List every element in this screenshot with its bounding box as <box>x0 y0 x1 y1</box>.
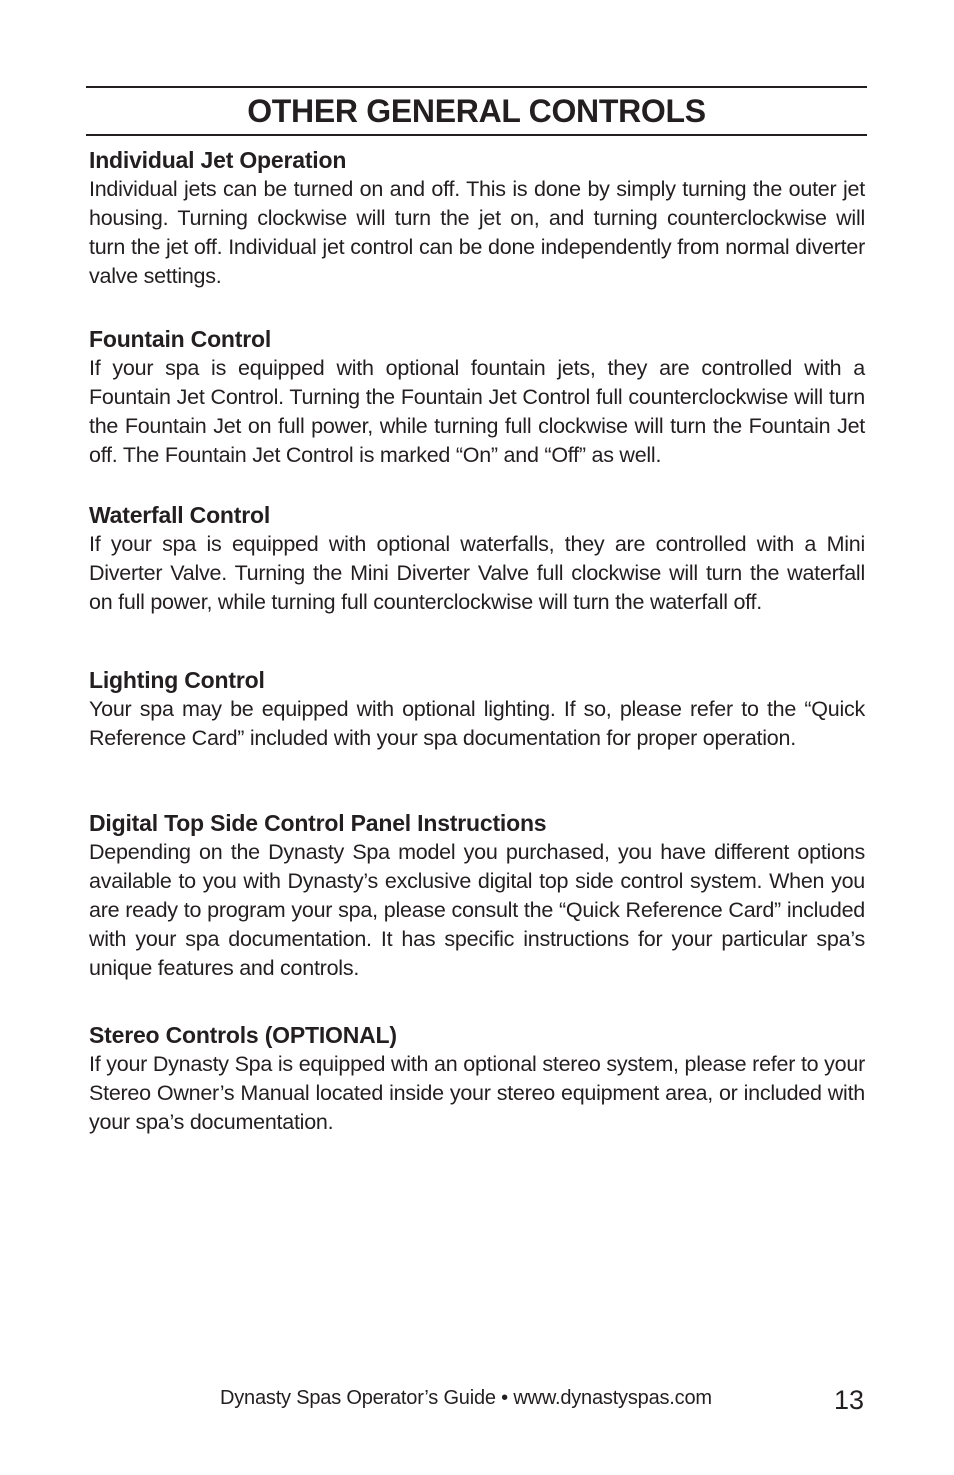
section-body: Depending on the Dynasty Spa model you purchased, you have different options available to you with Dynasty’s exclusive digital top side control system. When you are ready to program your spa, please consult the “Quick Reference Card” included with your spa documentation. It has specific instructions for your particular spa’s unique features and controls. <box>89 840 865 980</box>
section-body: If your Dynasty Spa is equipped with an optional stereo system, please refer to your Stereo Owner’s Manual located inside your stereo equipment area, or included with your spa’s documentation. <box>89 1052 865 1134</box>
section-waterfall-control <box>89 501 865 617</box>
section-body: If your spa is equipped with optional fountain jets, they are controlled with a Fountain Jet Control. Turning the Fountain Jet Control full counterclockwise will turn the Fountain Jet on full power, while turning full clockwise will turn the Fountain Jet off. The Fountain Jet Control is marked “On” and “Off” as well. <box>89 356 865 467</box>
section-heading: Stereo Controls (OPTIONAL) <box>89 1022 397 1048</box>
section-body: Individual jets can be turned on and off. This is done by simply turning the outer jet housing. Turning clockwise will turn the jet on, and turning counterclockwise will turn the jet off. Individual jet control can be done independently from normal diverter valve settings. <box>89 177 865 288</box>
section-heading: Fountain Control <box>89 326 272 352</box>
section-stereo-controls <box>89 1021 865 1137</box>
section-heading: Lighting Control <box>89 667 265 693</box>
page-header <box>86 86 867 136</box>
section-heading: Digital Top Side Control Panel Instructions <box>89 810 547 836</box>
page-footer <box>0 1383 954 1419</box>
section-body: Your spa may be equipped with optional lighting. If so, please refer to the “Quick Reference Card” included with your spa documentation for proper operation. <box>89 697 865 750</box>
section-individual-jet-operation <box>89 146 865 291</box>
section-heading: Waterfall Control <box>89 502 271 528</box>
page-number: 13 <box>834 1385 865 1415</box>
section-digital-control-panel <box>89 809 865 983</box>
section-heading: Individual Jet Operation <box>89 147 347 173</box>
section-fountain-control <box>89 325 865 470</box>
page-title: OTHER GENERAL CONTROLS <box>247 93 706 129</box>
section-lighting-control <box>89 666 865 753</box>
section-body: If your spa is equipped with optional waterfalls, they are controlled with a Mini Diverter Valve. Turning the Mini Diverter Valve full clockwise will turn the waterfall on full power, while turning full counterclockwise will turn the waterfall off. <box>89 532 865 614</box>
footer-text: Dynasty Spas Operator’s Guide • www.dynastyspas.com <box>220 1387 712 1409</box>
